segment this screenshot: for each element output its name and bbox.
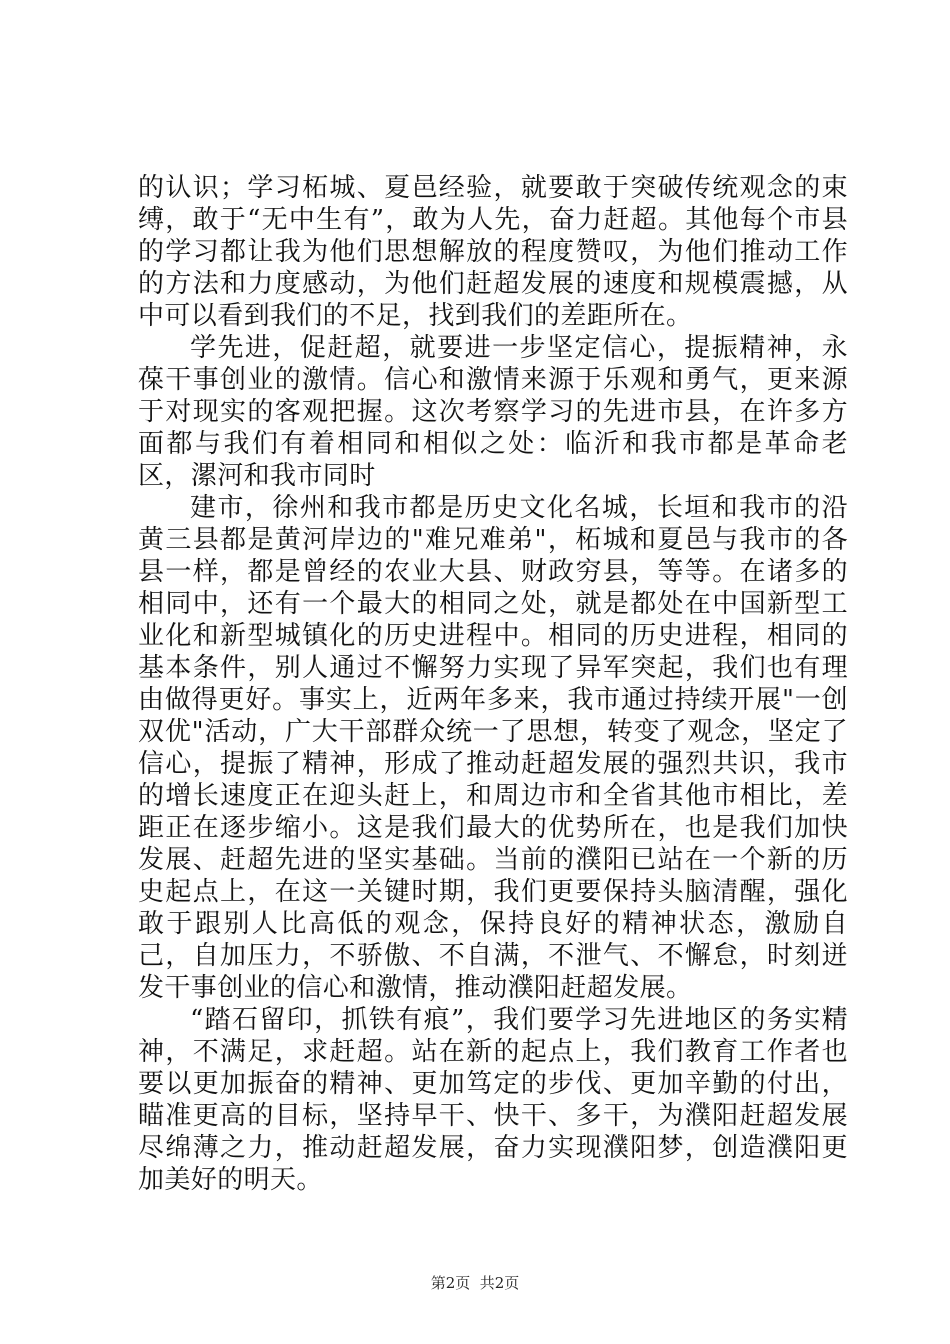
paragraph-1: 的认识；学习柘城、夏邑经验，就要敢于突破传统观念的束缚，敢于“无中生有”，敢为人先，奋力赶超。其他每个市县的学习都让我为他们思想解放的程度赞叹，为他们推动工作的方法和力度感动，为他们赶超发展的速度和规模震撼，从中可以看到我们的不足，找到我们的差距所在。 (138, 173, 848, 331)
page-footer (0, 1272, 950, 1293)
paragraph-4: “踏石留印，抓铁有痕”，我们要学习先进地区的务实精神，不满足，求赶超。站在新的起点上，我们教育工作者也要以更加振奋的精神、更加笃定的步伐、更加辛勤的付出，瞄准更高的目标，坚持早干、快干、多干，为濮阳赶超发展尽绵薄之力，推动赶超发展，奋力实现濮阳梦，创造濮阳更加美好的明天。 (138, 1005, 848, 1195)
page-number-label: 第2页 共2页 (430, 1274, 520, 1292)
paragraph-3: 建市，徐州和我市都是历史文化名城，长垣和我市的沿黄三县都是黄河岸边的"难兄难弟"，柘城和夏邑与我市的各县一样，都是曾经的农业大县、财政穷县，等等。在诸多的相同中，还有一个最大的相同之处，就是都处在中国新型工业化和新型城镇化的历史进程中。相同的历史进程，相同的基本条件，别人通过不懈努力实现了异军突起，我们也有理由做得更好。事实上，近两年多来，我市通过持续开展"一创双优"活动，广大干部群众统一了思想，转变了观念，坚定了信心，提振了精神，形成了推动赶超发展的强烈共识，我市的增长速度正在迎头赶上，和周边市和全省其他市相比，差距正在逐步缩小。这是我们最大的优势所在，也是我们加快发展、赶超先进的坚实基础。当前的濮阳已站在一个新的历史起点上，在这一关键时期，我们更要保持头脑清醒，强化敢于跟别人比高低的观念，保持良好的精神状态，激励自己，自加压力，不骄傲、不自满，不泄气、不懈怠，时刻迸发干事创业的信心和激情，推动濮阳赶超发展。 (138, 493, 848, 1003)
paragraph-2: 学先进，促赶超，就要进一步坚定信心，提振精神，永葆干事创业的激情。信心和激情来源于乐观和勇气，更来源于对现实的客观把握。这次考察学习的先进市县，在许多方面都与我们有着相同和相似之处：临沂和我市都是革命老区，漯河和我市同时 (138, 333, 848, 491)
document-body (138, 172, 848, 1196)
